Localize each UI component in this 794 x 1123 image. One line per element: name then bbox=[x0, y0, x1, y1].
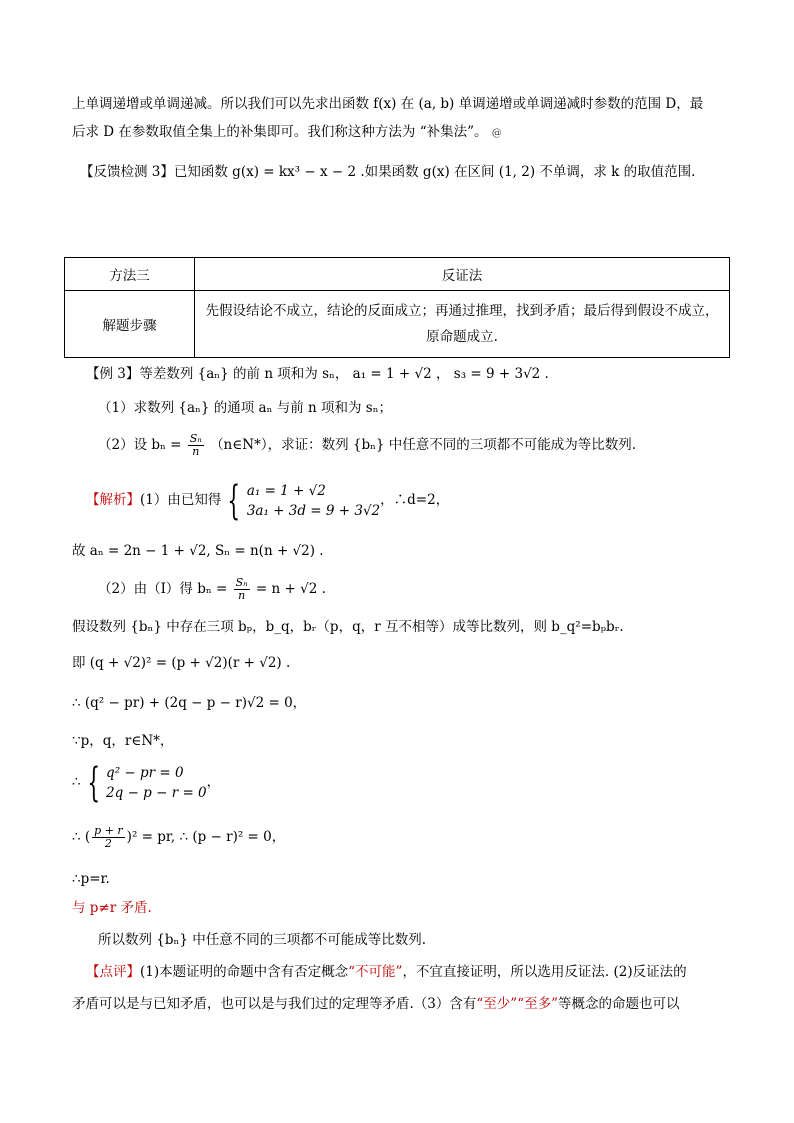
question-2-fraction bbox=[188, 433, 204, 458]
left-brace: { bbox=[86, 759, 100, 806]
solution-tag: 【解析】 bbox=[86, 492, 140, 508]
conclusion-line: 所以数列 {bₙ} 中任意不同的三项都不可能成等比数列. bbox=[98, 932, 427, 948]
solution-part-2 bbox=[98, 574, 326, 604]
solution-general-term: 故 aₙ = 2n − 1 + √2, Sₙ = n(n + √2) . bbox=[72, 543, 324, 559]
system-2-eq-a: q² − pr = 0 bbox=[106, 764, 184, 781]
comment-tag: 【点评】 bbox=[86, 964, 140, 980]
fraction-denominator: 2 bbox=[104, 837, 112, 850]
fraction-denominator: n bbox=[192, 445, 200, 458]
system-2-suffix: ， bbox=[206, 774, 221, 790]
solution-2-fraction bbox=[234, 577, 250, 602]
fraction-denominator: n bbox=[238, 589, 246, 602]
comment-2-part-a: 矛盾可以是与已知矛盾，也可以是与我们过的定理等矛盾.（3）含有 bbox=[72, 996, 477, 1012]
comment-2-highlight: “至少”“至多” bbox=[476, 996, 558, 1012]
equation-system-2 bbox=[106, 763, 207, 803]
system-1-eq-b: 3a₁ + 3d = 9 + 3√2 bbox=[246, 502, 381, 519]
fraction-numerator: Sₙ bbox=[189, 432, 202, 445]
solution-1-prefix: (1）由已知得 bbox=[140, 492, 222, 508]
example-3-title: 【例 3】等差数列 {aₙ} 的前 n 项和为 sₙ， a₁ = 1 + √2 ， s₃ = 9 + 3√2 . bbox=[86, 366, 549, 382]
question-1: （1）求数列 {aₙ} 的通项 aₙ 与前 n 项和为 sₙ； bbox=[98, 400, 393, 416]
method-number-cell: 方法三 bbox=[65, 258, 195, 291]
line-3-fraction bbox=[92, 825, 125, 850]
comment-line-2 bbox=[72, 994, 680, 1014]
because-line: ∵p，q，r∈N*， bbox=[72, 733, 174, 749]
therefore-symbol: ∴ bbox=[72, 774, 81, 790]
comment-line-1 bbox=[86, 962, 687, 982]
steps-label-cell: 解题步骤 bbox=[65, 291, 195, 358]
left-brace: { bbox=[227, 477, 241, 524]
comment-1-highlight: “不可能” bbox=[348, 964, 403, 980]
system-2-eq-b: 2q − p − r = 0 bbox=[106, 784, 207, 801]
line-3-suffix: )² = pr, ∴ (p − r)² = 0， bbox=[126, 829, 286, 845]
feedback-check-3: 【反馈检测 3】已知函数 g(x) = kx³ − x − 2 .如果函数 g(x) 在区间 (1, 2) 不单调，求 k 的取值范围. bbox=[80, 164, 696, 180]
therefore-system bbox=[72, 758, 220, 806]
fraction-numerator: p + r bbox=[94, 824, 123, 837]
comment-1-part-a: (1)本题证明的命题中含有否定概念 bbox=[140, 964, 349, 980]
system-1-eq-a: a₁ = 1 + √2 bbox=[246, 482, 326, 499]
contradiction-line: 与 p≠r 矛盾. bbox=[72, 900, 152, 916]
assumption-line: 假设数列 {bₙ} 中存在三项 bₚ，b_q，bᵣ（p，q，r 互不相等）成等比数列，则 b_q²=bₚbᵣ. bbox=[72, 619, 624, 635]
p-equals-r-line: ∴p=r. bbox=[72, 871, 110, 887]
question-2 bbox=[98, 430, 636, 460]
equation-system-1 bbox=[247, 481, 380, 521]
question-2-prefix: （2）设 bₙ = bbox=[98, 437, 182, 453]
solution-1-suffix: ，∴d=2， bbox=[380, 492, 450, 508]
therefore-line-3 bbox=[72, 822, 285, 852]
intro-line-2 bbox=[72, 122, 502, 144]
line-3-prefix: ∴ ( bbox=[72, 829, 91, 845]
therefore-line-1: ∴ (q² − pr) + (2q − p − r)√2 = 0， bbox=[72, 695, 307, 711]
steps-content-line-2: 原命题成立. bbox=[426, 329, 498, 345]
question-2-suffix: （n∈N*），求证：数列 {bₙ} 中任意不同的三项都不可能成为等比数列. bbox=[210, 437, 637, 453]
method-table bbox=[64, 257, 730, 358]
intro-mark: @ bbox=[491, 128, 502, 139]
steps-content-cell bbox=[195, 291, 730, 358]
comment-1-part-c: ，不宜直接证明，所以选用反证法. (2)反证法的 bbox=[402, 964, 687, 980]
solution-2-suffix: = n + √2 . bbox=[255, 581, 326, 597]
equation-line: 即 (q + √2)² = (p + √2)(r + √2) . bbox=[72, 655, 291, 671]
comment-2-part-c: 等概念的命题也可以 bbox=[558, 996, 680, 1012]
method-table-steps-row bbox=[65, 291, 730, 358]
steps-content-line-1: 先假设结论不成立，结论的反面成立；再通过推理，找到矛盾；最后得到假设不成立， bbox=[205, 303, 719, 319]
solution-part-1 bbox=[86, 476, 449, 524]
intro-line-1: 上单调递增或单调递减。所以我们可以先求出函数 f(x) 在 (a, b) 单调递增或单调递减时参数的范围 D，最 bbox=[72, 96, 704, 112]
method-name-cell: 反证法 bbox=[195, 258, 730, 291]
intro-line-2-text: 后求 D 在参数取值全集上的补集即可。我们称这种方法为 “补集法”。 bbox=[72, 124, 488, 140]
solution-2-prefix: （2）由（Ⅰ）得 bₙ = bbox=[98, 581, 228, 597]
method-table-header-row bbox=[65, 258, 730, 291]
fraction-numerator: Sₙ bbox=[235, 576, 248, 589]
